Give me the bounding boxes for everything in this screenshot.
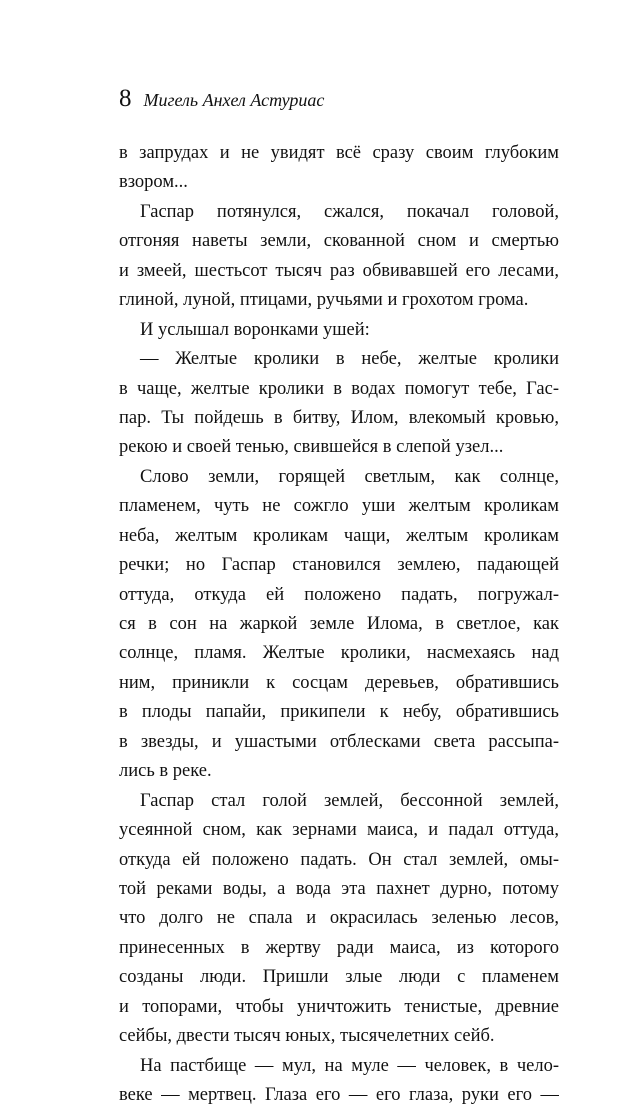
text-line: неба, желтым кроликам чащи, желтым кроликам: [119, 525, 559, 546]
text-line: ся в сон на жаркой земле Илома, в светлое, как: [119, 614, 559, 634]
text-line: созданы люди. Пришли злые люди с пламенем: [119, 967, 559, 988]
text-line: Гаспар потянулся, сжался, покачал головой,: [140, 201, 559, 222]
text-line: взором...: [119, 172, 188, 193]
text-line: сейбы, двести тысяч юных, тысячелетних сейб.: [119, 1026, 495, 1047]
text-line: веке — мертвец. Глаза его — его глаза, руки его —: [119, 1085, 559, 1105]
text-line: в звезды, и ушастыми отблесками света рассыпа-: [119, 731, 559, 752]
text-line: принесенных в жертву ради маиса, из которого: [119, 937, 559, 958]
page-number: 8: [119, 85, 132, 112]
text-line: И услышал воронками ушей:: [140, 319, 370, 340]
text-line: солнце, пламя. Желтые кролики, насмехаясь над: [119, 643, 559, 664]
page-header: [119, 84, 559, 118]
text-line: и змеей, шестьсот тысяч раз обвивавшей его лесами,: [119, 260, 559, 281]
text-line: в запрудах и не увидят всё сразу своим глубоким: [119, 143, 559, 163]
text-line: и топорами, чтобы уничтожить тенистые, древние: [119, 996, 559, 1017]
text-line: Слово земли, горящей светлым, как солнце,: [140, 466, 559, 487]
text-line: рекою и своей тенью, свившейся в слепой узел...: [119, 437, 504, 458]
text-line: — Желтые кролики в небе, желтые кролики: [140, 349, 559, 370]
text-line: в плоды папайи, прикипели к небу, обратившись: [119, 702, 559, 723]
text-line: той реками воды, а вода эта пахнет дурно, потому: [119, 878, 559, 899]
text-line: глиной, луной, птицами, ручьями и грохотом грома.: [119, 290, 529, 311]
text-line: что долго не спала и окрасилась зеленью лесов,: [119, 908, 559, 929]
text-line: в чаще, желтые кролики в водах помогут тебе, Гас-: [119, 378, 559, 399]
text-line: усеянной сном, как зернами маиса, и падал оттуда,: [119, 820, 559, 841]
text-line: откуда ей положено падать. Он стал землей, омы-: [119, 849, 559, 870]
text-line: пар. Ты пойдешь в битву, Илом, влекомый кровью,: [119, 407, 559, 428]
text-line: отгоняя наветы земли, скованной сном и смертью: [119, 231, 559, 252]
running-title: Мигель Анхел Астуриас: [143, 90, 325, 110]
body-text: [119, 139, 559, 1110]
text-line: На пастбище — мул, на муле — человек, в чело-: [140, 1055, 559, 1076]
text-line: Гаспар стал голой землей, бессонной землей,: [140, 790, 559, 811]
text-line: пламенем, чуть не сожгло уши желтым кроликам: [119, 496, 559, 517]
text-line: речки; но Гаспар становился землею, падающей: [119, 555, 559, 576]
text-line: лись в реке.: [119, 761, 212, 782]
text-line: ним, приникли к сосцам деревьев, обратившись: [119, 672, 559, 693]
text-line: оттуда, откуда ей положено падать, погружал-: [119, 584, 559, 605]
